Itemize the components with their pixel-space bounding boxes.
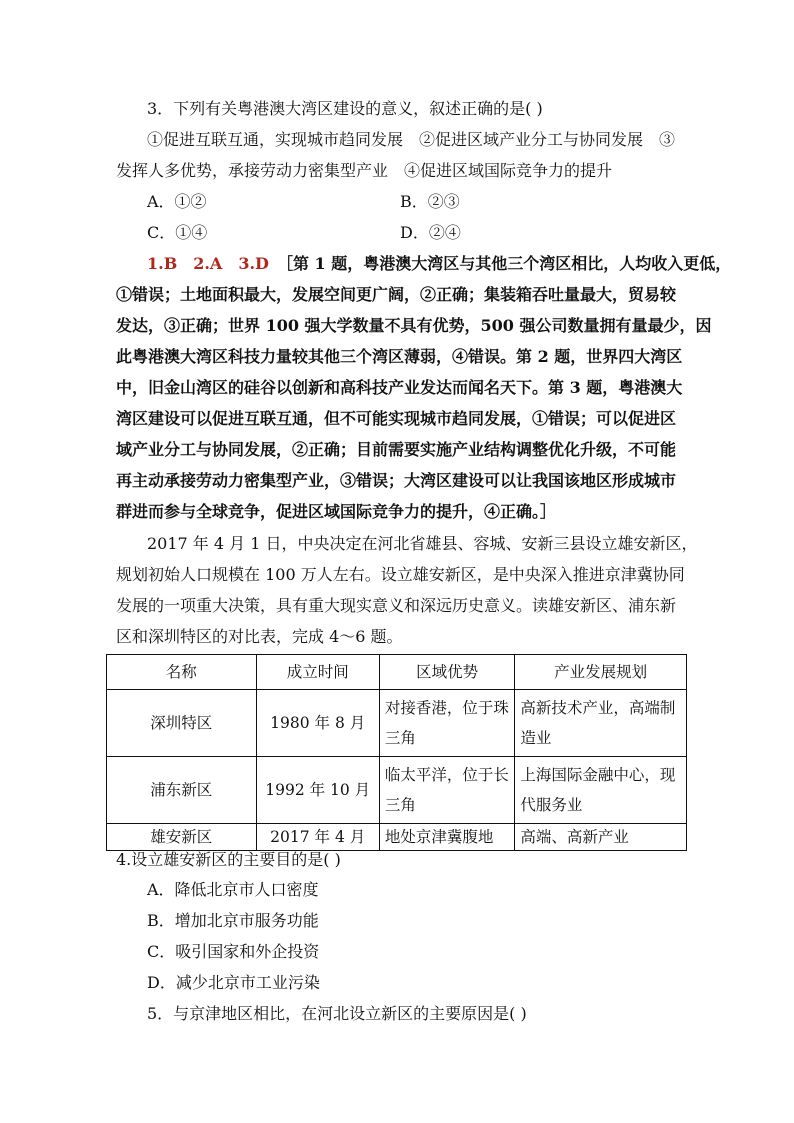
table-row	[107, 757, 687, 824]
table-cell: 2017 年 4 月	[256, 824, 379, 851]
answer-line-4: 此粤港澳大湾区科技力量较其他三个湾区薄弱，④错误。第 2 题，世界四大湾区	[116, 347, 683, 366]
table-cell: 1992 年 10 月	[256, 757, 379, 824]
answer-line-6: 湾区建设可以促进互联互通，但不可能实现城市趋同发展，①错误；可以促进区	[116, 409, 677, 428]
table-header-cell: 产业发展规划	[515, 655, 687, 690]
table-row	[107, 690, 687, 757]
passage-line-3: 发展的一项重大决策，具有重大现实意义和深远历史意义。读雄安新区、浦东新	[116, 596, 677, 615]
answer-line-7: 域产业分工与协同发展，②正确；目前需要实施产业结构调整优化升级，不可能	[116, 440, 677, 459]
q3-statement-line-2: 发挥人多优势，承接劳动力密集型产业 ④促进区域国际竞争力的提升	[116, 161, 613, 180]
table-header-cell: 成立时间	[256, 655, 379, 690]
table-cell: 1980 年 8 月	[256, 690, 379, 757]
table-cell: 临太平洋，位于长三角	[379, 757, 514, 824]
table-cell: 深圳特区	[107, 690, 257, 757]
q3-option-c: C．①④	[147, 223, 208, 242]
table-cell: 雄安新区	[107, 824, 257, 851]
answer-text: ［第 1 题，粤港澳大湾区与其他三个湾区相比，人均收入更低，	[284, 254, 732, 273]
comparison-table	[106, 654, 687, 851]
table-cell: 高新技术产业，高端制造业	[515, 690, 687, 757]
answer-line-2: ①错误；土地面积最大，发展空间更广阔，②正确；集装箱吞吐量最大，贸易较	[116, 285, 677, 304]
q5-stem: 5．与京津地区相比，在河北设立新区的主要原因是( )	[147, 1004, 527, 1023]
q3-option-b: B．②③	[400, 192, 460, 211]
answer-key: 1.B 2.A 3.D	[147, 254, 269, 273]
answer-line-5: 中，旧金山湾区的硅谷以创新和高科技产业发达而闻名天下。第 3 题，粤港澳大	[116, 378, 683, 397]
table-header-cell: 区域优势	[379, 655, 514, 690]
table-cell: 高端、高新产业	[515, 824, 687, 851]
passage-line-2: 规划初始人口规模在 100 万人左右。设立雄安新区，是中央深入推进京津冀协同	[116, 565, 685, 584]
table-header-cell: 名称	[107, 655, 257, 690]
answer-line-3: 发达，③正确；世界 100 强大学数量不具有优势，500 强公司数量拥有量最少，因	[116, 316, 712, 335]
table-header-row	[107, 655, 687, 690]
q4-option-a: A．降低北京市人口密度	[147, 880, 319, 899]
answer-line-9: 群进而参与全球竞争，促进区域国际竞争力的提升，④正确。］	[116, 502, 557, 521]
q4-stem: 4.设立雄安新区的主要目的是( )	[116, 850, 341, 869]
table-row	[107, 824, 687, 851]
q3-option-d: D．②④	[400, 223, 461, 242]
answer-line-8: 再主动承接劳动力密集型产业，③错误；大湾区建设可以让我国该地区形成城市	[116, 471, 677, 490]
table-cell: 地处京津冀腹地	[379, 824, 514, 851]
q4-option-b: B．增加北京市服务功能	[147, 911, 319, 930]
passage-line-1: 2017 年 4 月 1 日，中央决定在河北省雄县、容城、安新三县设立雄安新区，	[147, 534, 698, 553]
q4-option-d: D．减少北京市工业污染	[147, 973, 320, 992]
table-cell: 上海国际金融中心，现代服务业	[515, 757, 687, 824]
q3-option-a: A．①②	[147, 192, 207, 211]
q3-statement-line-1: ①促进互联互通，实现城市趋同发展 ②促进区域产业分工与协同发展 ③	[147, 130, 676, 149]
q3-stem: 3．下列有关粤港澳大湾区建设的意义，叙述正确的是( )	[147, 99, 543, 118]
table-cell: 对接香港，位于珠三角	[379, 690, 514, 757]
table-cell: 浦东新区	[107, 757, 257, 824]
answer-line-1	[147, 254, 731, 274]
q4-option-c: C．吸引国家和外企投资	[147, 942, 320, 961]
passage-line-4: 区和深圳特区的对比表，完成 4～6 题。	[116, 627, 403, 646]
